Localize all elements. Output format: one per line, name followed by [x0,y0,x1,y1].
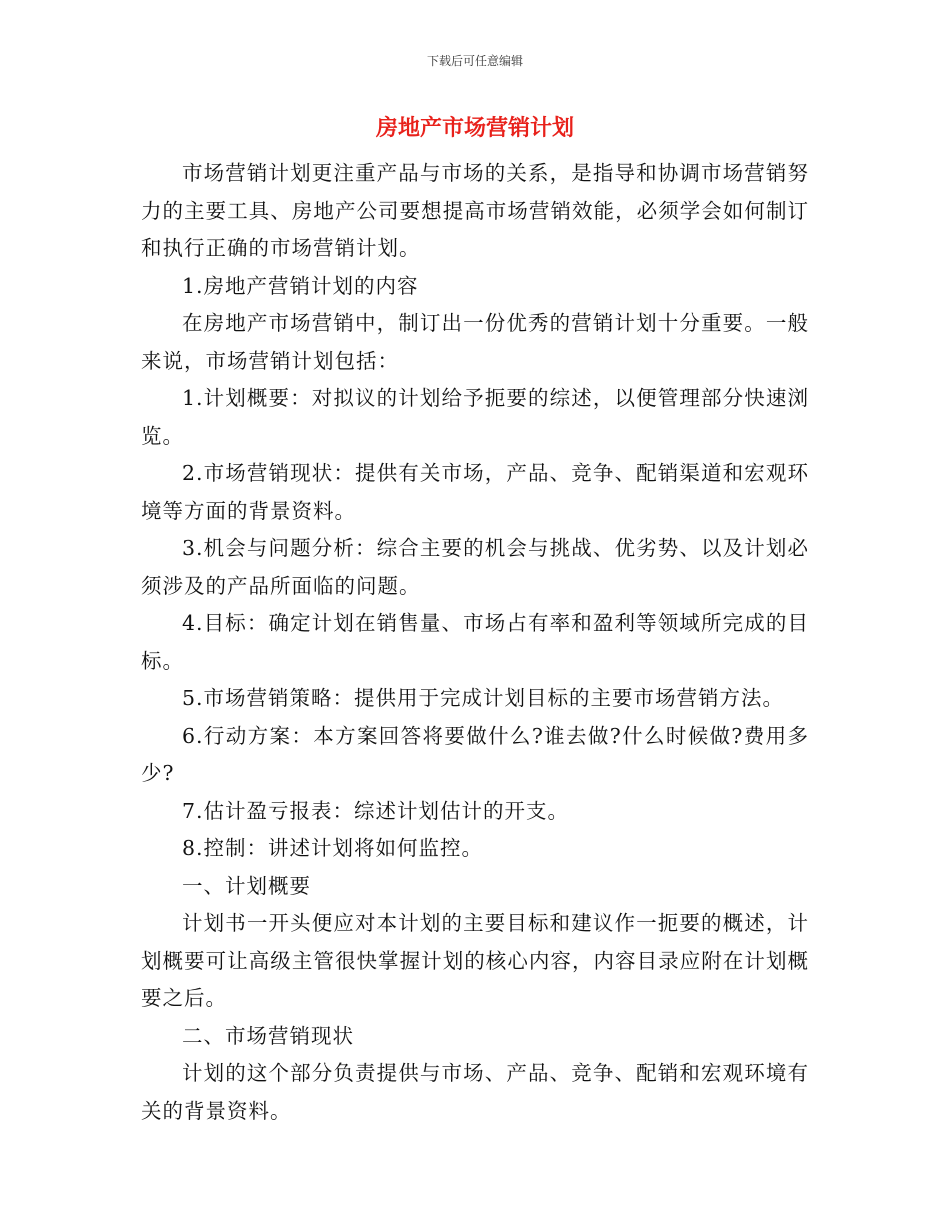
list-item-profit-loss: 7.估计盈亏报表：综述计划估计的开支。 [182,798,570,823]
header-note: 下载后可任意编辑 [426,54,523,68]
list-item-plan-summary: 1.计划概要：对拟议的计划给予扼要的综述，以便管理部分快速浏览。 [141,386,809,448]
document-body [141,155,809,1130]
paragraph-section-1-heading: 1.房地产营销计划的内容 [182,273,419,298]
list-item-market-status: 2.市场营销现状：提供有关市场，产品、竞争、配销渠道和宏观环境等方面的背景资料。 [141,461,809,523]
section-heading-plan-summary: 一、计划概要 [182,873,311,898]
paragraph-section-1-intro: 在房地产市场营销中，制订出一份优秀的营销计划十分重要。一般来说，市场营销计划包括： [141,311,809,373]
list-item-marketing-strategy: 5.市场营销策略：提供用于完成计划目标的主要市场营销方法。 [182,686,785,710]
section-heading-market-status: 二、市场营销现状 [182,1023,354,1048]
document-title: 房地产市场营销计划 [375,115,574,141]
paragraph-intro: 市场营销计划更注重产品与市场的关系，是指导和协调市场营销努力的主要工具、房地产公司要想提高市场营销效能，必须学会如何制订和执行正确的市场营销计划。 [141,161,809,260]
paragraph-market-status: 计划的这个部分负责提供与市场、产品、竞争、配销和宏观环境有关的背景资料。 [141,1061,809,1123]
list-item-goals: 4.目标：确定计划在销售量、市场占有率和盈利等领域所完成的目标。 [141,611,809,673]
list-item-opportunity-analysis: 3.机会与问题分析：综合主要的机会与挑战、优劣势、以及计划必须涉及的产品所面临的问题。 [141,536,809,598]
list-item-control: 8.控制：讲述计划将如何监控。 [182,836,484,860]
paragraph-plan-summary: 计划书一开头便应对本计划的主要目标和建议作一扼要的概述，计划概要可让高级主管很快掌握计划的核心内容，内容目录应附在计划概要之后。 [141,911,809,1010]
list-item-action-plan: 6.行动方案：本方案回答将要做什么?谁去做?什么时候做?费用多少? [141,723,809,785]
